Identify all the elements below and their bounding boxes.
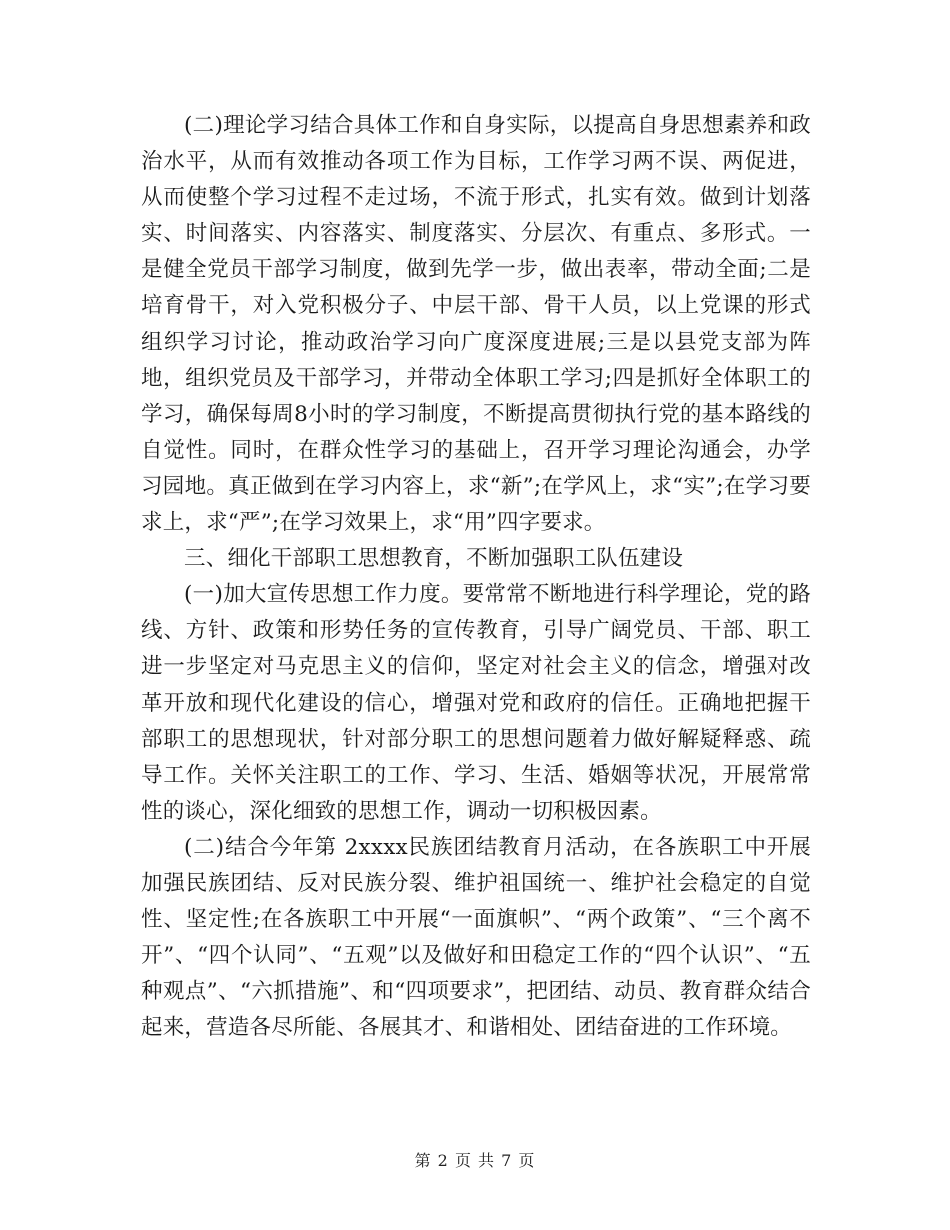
page-number-footer: 第 2 页 共 7 页: [414, 1151, 536, 1170]
paragraph-propaganda-work: (一)加大宣传思想工作力度。要常常不断地进行科学理论，党的路线、方针、政策和形势任务的宣传教育，引导广阔党员、干部、职工进一步坚定对马克思主义的信仰，坚定对社会主义的信念，增强对改革开放和现代化建设的信心，增强对党和政府的信任。正确地把握干部职工的思想现状，针对部分职工的思想问题着力做好解疑释惑、疏导工作。关怀关注职工的工作、学习、生活、婚姻等状况，开展常常性的谈心，深化细致的思想工作，调动一切积极因素。: [141, 582, 811, 824]
section-heading-3: 三、细化干部职工思想教育，不断加强职工队伍建设: [184, 546, 684, 572]
document-body: [141, 108, 811, 1046]
paragraph-theory-study: (二)理论学习结合具体工作和自身实际，以提高自身思想素养和政治水平，从而有效推动各项工作为目标，工作学习两不误、两促进，从而使整个学习过程不走过场，不流于形式，扎实有效。做到计划落实、时间落实、内容落实、制度落实、分层次、有重点、多形式。一是健全党员干部学习制度，做到先学一步，做出表率，带动全面;二是培育骨干，对入党积极分子、中层干部、骨干人员，以上党课的形式组织学习讨论，推动政治学习向广度深度进展;三是以县党支部为阵地，组织党员及干部学习，并带动全体职工学习;四是抓好全体职工的学习，确保每周8小时的学习制度，不断提高贯彻执行党的基本路线的自觉性。同时，在群众性学习的基础上，召开学习理论沟通会，办学习园地。真正做到在学习内容上，求“新”;在学风上，求“实”;在学习要求上，求“严”;在学习效果上，求“用”四字要求。: [141, 113, 811, 536]
paragraph-ethnic-unity: (二)结合今年第 2xxxx民族团结教育月活动，在各族职工中开展加强民族团结、反对民族分裂、维护祖国统一、维护社会稳定的自觉性、坚定性;在各族职工中开展“一面旗帜”、“两个政策”、“三个离不开”、“四个认同”、“五观”以及做好和田稳定工作的“四个认识”、“五种观点”、“六抓措施”、和“四项要求”，把团结、动员、教育群众结合起来，营造各尽所能、各展其才、和谐相处、团结奋进的工作环境。: [141, 834, 811, 1041]
